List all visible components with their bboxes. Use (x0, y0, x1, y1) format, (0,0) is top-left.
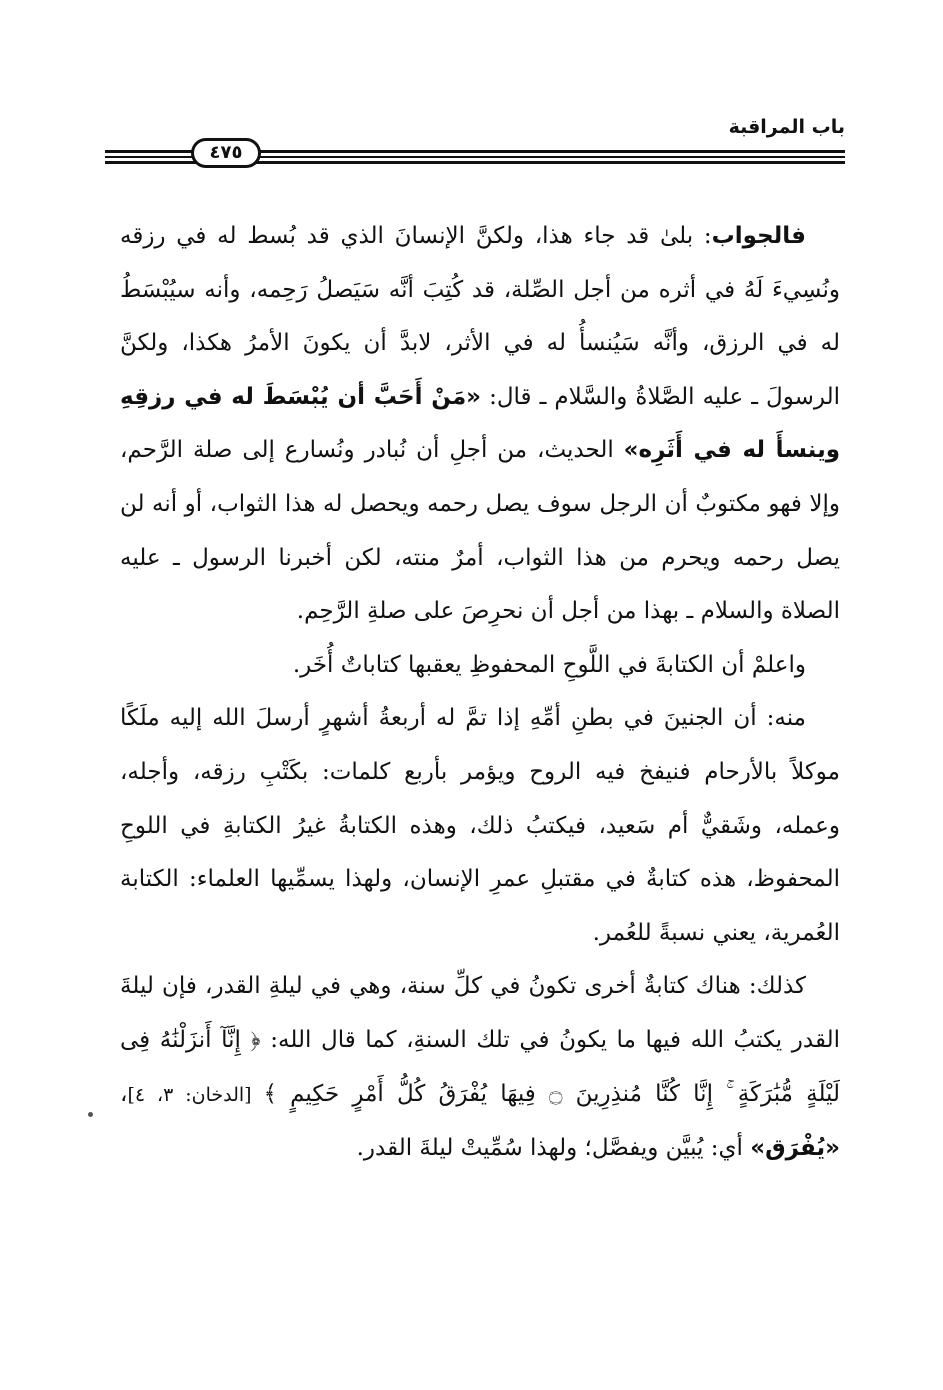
answer-lead-word: فالجواب (711, 223, 806, 249)
paragraph-writings (120, 639, 840, 693)
quran-verse: ﴿ إِنَّآ أَنزَلْنَٰهُ فِى لَيْلَةٍ مُّبَٰرَكَةٍ ۚ إِنَّا كُنَّا مُنذِرِينَ ۝ فِيهَا يُفْرَقُ كُلُّ أَمْرٍ حَكِيمٍ ﴾ (120, 1026, 841, 1107)
decree-text-end: أي: يُبيَّن ويفصَّل؛ ولهذا سُمِّيتْ ليلةَ القدر. (356, 1135, 751, 1162)
answer-text: : بلىٰ قد جاء هذا، ولكنَّ الإنسانَ الذي قد بُسط له في رزقه ونُسِيءَ لَهُ في أثره من أجل الصِّلة، قد كُتِبَ أنَّه سَيَصلُ رَحِمه، وأنه سيُبْسَطُ له في الرزق، وأنَّه سَيُنسأُ له في الأثر، لابدَّ أن يكونَ الأمرُ هكذا، ولكنَّ الرسولَ ـ عليه الصَّلاةُ والسَّلام ـ قال: (120, 223, 840, 410)
decree-text: كذلك: هناك كتابةٌ أخرى تكونُ في كلِّ سنة، وهي في ليلةِ القدر، فإن ليلةَ القدر يكتبُ الله فيها ما يكونُ في تلك السنةِ، كما قال الله: (120, 973, 840, 1053)
verse-reference: [الدخان: ٣، ٤] (127, 1083, 264, 1106)
comma: ، (120, 1080, 128, 1107)
hadith-quote: «مَنْ أَحَبَّ أن يُبْسَطَ له في رزقِهِ وينسأَ له في أَثَرِه» (120, 383, 840, 464)
paragraph-night-of-decree (120, 960, 840, 1175)
writings-text: واعلمْ أن الكتابةَ في اللَّوحِ المحفوظِ يعقبها كتاباتٌ أُخَر. (292, 651, 806, 678)
answer-text-continued: الحديث، من أجلِ أن نُبادر ونُسارع إلى صلة الرَّحم، وإلا فهو مكتوبٌ أن الرجل سوف يصل رحمه ويحصل له هذا الثواب، أو أنه لن يصل رحمه ويحرم من هذا الثواب، أمرٌ منته، لكن أخبرنا الرسول ـ عليه الصلاة والسلام ـ بهذا من أجل أن نحرِصَ على صلةِ الرَّحِم. (120, 437, 840, 625)
paragraph-answer (120, 210, 840, 639)
embryo-text: منه: أن الجنينَ في بطنِ أمِّهِ إذا تمَّ له أربعةُ أشهرٍ أرسلَ الله إليه ملَكًا موكلاً بالأرحام فنيفخ فيه الروح ويؤمر بأربع كلمات: بكَتْبِ رزقه، وأجله، وعمله، وشَقيٌّ أم سَعيد، فيكتبُ ذلك، وهذه الكتابةُ غيرُ الكتابةِ في اللوحِ المحفوظ، هذه كتابةٌ في مقتبلِ عمرِ الإنسان، ولهذا يسمِّيها العلماء: الكتابة العُمرية، يعني نسبةً للعُمر. (120, 705, 840, 946)
page-number: ٤٧٥ (191, 138, 261, 168)
chapter-title: باب المراقبة (728, 116, 845, 138)
margin-dot (88, 1112, 93, 1117)
paragraph-embryo (120, 692, 840, 960)
body-text (120, 210, 840, 1176)
running-header (105, 112, 845, 182)
quoted-word: «يُفْرَق» (750, 1135, 840, 1162)
